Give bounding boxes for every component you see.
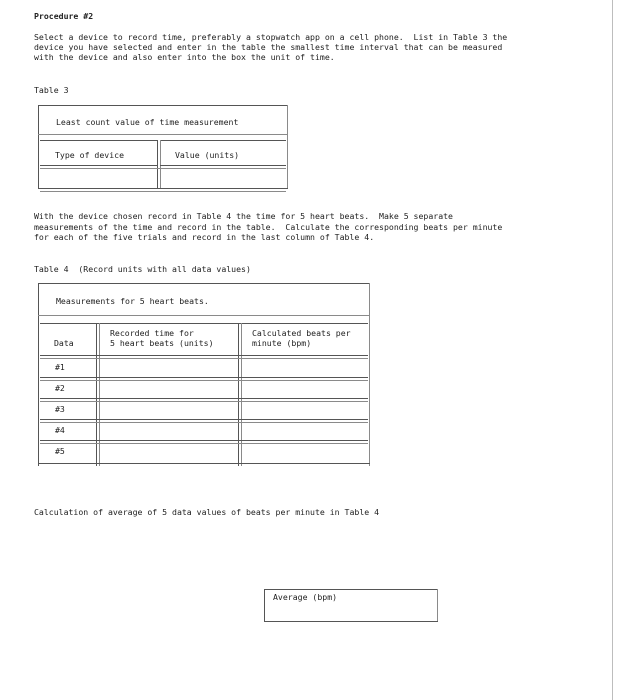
table4-row-label-3: #3 — [55, 404, 65, 414]
table4-intro-line-3: for each of the five trials and record in the last column of Table 4. — [34, 232, 375, 242]
table4-header-data: Data — [54, 338, 74, 348]
page-edge — [612, 0, 613, 700]
table4-header-bpm-line1: Calculated beats per — [252, 328, 351, 338]
procedure-heading: Procedure #2 — [34, 11, 94, 21]
table4-row-label-5: #5 — [55, 446, 65, 456]
instruction-line-3: with the device and also enter into the box the unit of time. — [34, 52, 335, 62]
table3-label: Table 3 — [34, 85, 69, 95]
table4-intro-line-1: With the device chosen record in Table 4 the time for 5 heart beats. Make 5 separate — [34, 211, 453, 221]
table4-intro-line-2: measurements of the time and record in the table. Calculate the corresponding beats per minute — [34, 222, 503, 232]
instruction-line-1: Select a device to record time, preferably a stopwatch app on a cell phone. List in Table 3 the — [34, 32, 508, 42]
table3-title: Least count value of time measurement — [56, 117, 239, 127]
table4-row-label-2: #2 — [55, 383, 65, 393]
table4-header-time-line1: Recorded time for — [110, 328, 194, 338]
table3-header-device: Type of device — [55, 150, 125, 160]
table4-row-label-1: #1 — [55, 362, 65, 372]
average-box-label: Average (bpm) — [273, 592, 338, 602]
table4-title: Measurements for 5 heart beats. — [56, 296, 209, 306]
table4-header-bpm-line2: minute (bpm) — [252, 338, 312, 348]
table3-header-value: Value (units) — [175, 150, 240, 160]
table4-row-label-4: #4 — [55, 425, 65, 435]
average-instruction: Calculation of average of 5 data values of beats per minute in Table 4 — [34, 507, 380, 517]
table4-header-time-line2: 5 heart beats (units) — [110, 338, 214, 348]
table4-label: Table 4 (Record units with all data values) — [34, 264, 251, 274]
instruction-line-2: device you have selected and enter in the table the smallest time interval that can be measured — [34, 42, 503, 52]
